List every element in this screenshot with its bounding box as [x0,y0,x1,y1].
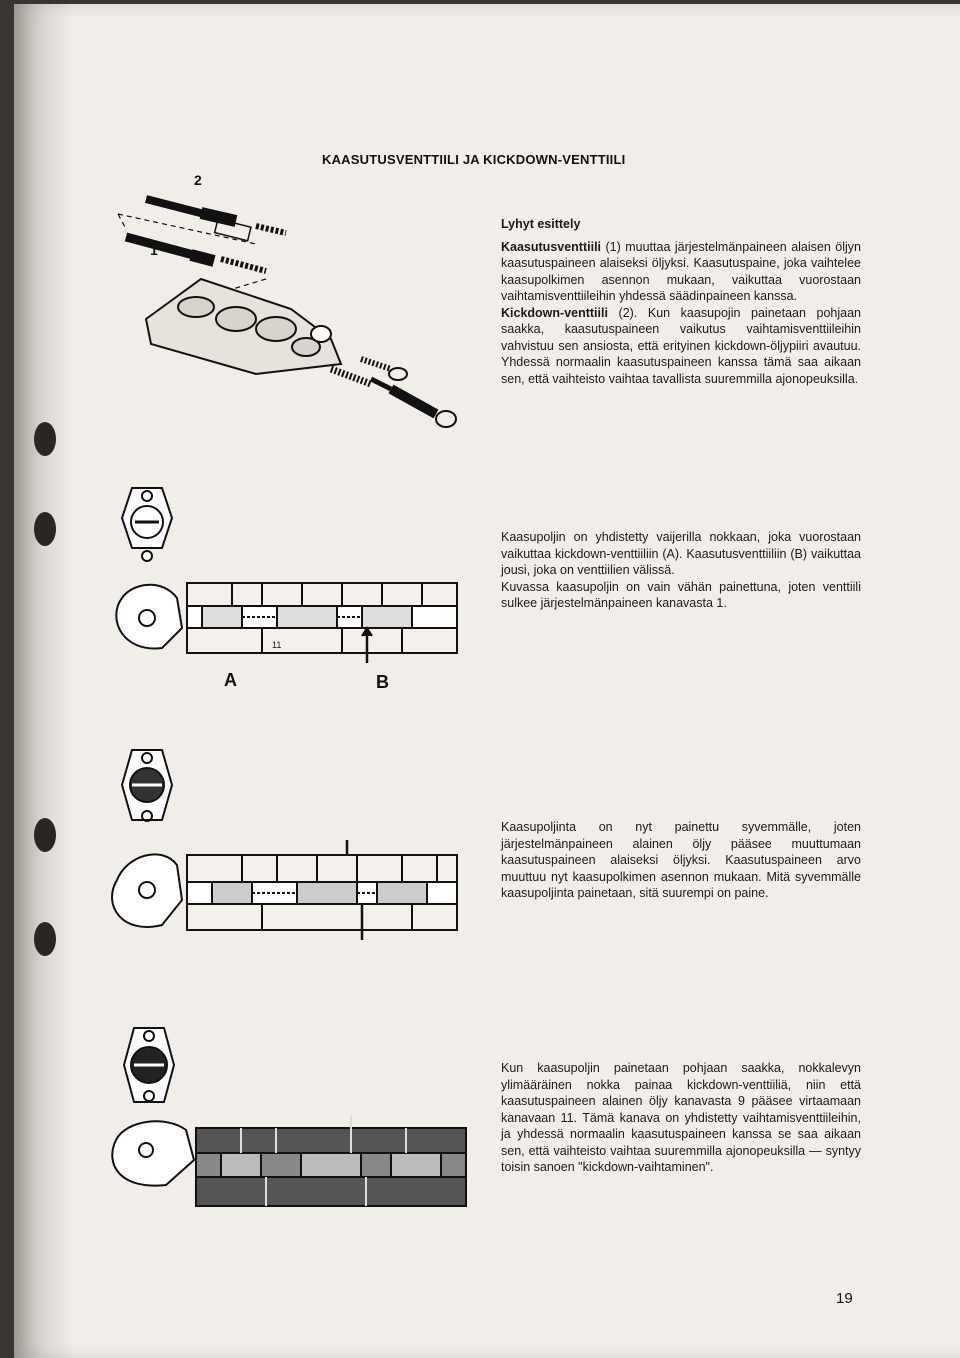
term-kickdown-valve: Kickdown-venttiili [501,305,608,320]
valve-diagram-2 [102,740,462,940]
valve-a-label: A [224,670,237,690]
valve-diagram-3 [106,1020,468,1210]
section-3-paragraph-1: Kaasupoljinta on nyt painettu syvemmälle, joten järjestelmänpaineen alainen öljy pääsee muuttumaan kaasutuspaineen alaiseksi öljyksi. Kaasutuspaineen arvo muuttuu nyt kaasupolkimen asennon mukaan. Mitä syvemmälle kaasupoljinta painetaan, sitä suurempi on paine. [501,820,861,900]
part-label-2: 2 [194,172,202,188]
section-2-text [501,529,861,612]
exploded-valve-figure [106,169,466,439]
section-3-text [501,819,861,902]
intro-paragraph-2: Kickdown-venttiili (2). Kun kaasupojin painetaan pohjaan saakka, kaasutuspaineen vaikutus vaihtamisventtiileihin vahvistuu sen ansiosta, että erityinen kickdown-öljypiiri avautuu. Yhdessä normaalin kaasutuspaineen kanssa tämä saa aikaan sen, että vaihteisto vaihtaa tavallista suuremmilla ajonopeuksilla. [501,305,861,386]
binder-hole [34,922,56,956]
binder-hole [34,512,56,546]
page-number: 19 [836,1290,853,1307]
manual-page [14,4,960,1358]
section-4-paragraph-1: Kun kaasupoljin painetaan pohjaan saakka, nokkalevyn ylimääräinen nokka painaa kickdown-venttiiliä, niin että kaasutuspaineen alainen öljy kanavasta 9 pääsee virtaamaan kanavaan 11. Tämä kanava on yhdistetty vaihtamisventtiileihin, ja yhdessä normaalin kaasutuspaineen kanssa se saa aikaan sen, että vaihteisto vaihtaa suuremmilla ajonopeuksilla — syntyy toisin sanoen "kickdown-vaihtaminen". [501,1061,861,1174]
intro-paragraph-1: Kaasutusventtiili (1) muuttaa järjestelmänpaineen alaisen öljyn kaasutuspaineen alaiseksi öljyksi. Kaasutuspaine, joka vaihtelee kaasupolkimen asennon mukaan, vaikuttaa vuorostaan vaihtamisventtiileihin yhdessä säädinpaineen kanssa. [501,239,861,303]
page-binding-shadow [14,4,74,1358]
page-title: KAASUTUSVENTTIILI JA KICKDOWN-VENTTIILI [322,152,626,167]
section-2-paragraph-1: Kaasupoljin on yhdistetty vaijerilla nokkaan, joka vuorostaan vaikuttaa kickdown-venttiiliin (A). Kaasutusventtiiliin (B) vaikuttaa jousi, joka on venttiilien välissä. [501,530,861,577]
section-2-paragraph-2: Kuvassa kaasupoljin on vain vähän painettuna, joten venttiili sulkee järjestelmänpaineen kanavasta 1. [501,579,861,610]
valve-diagram-1 [102,478,462,668]
intro-section [501,216,861,387]
part-label-1: 1 [150,242,158,258]
term-throttle-valve: Kaasutusventtiili [501,239,602,254]
intro-heading: Lyhyt esittely [501,217,581,231]
section-4-text [501,1060,861,1176]
binder-hole [34,818,56,852]
valve-b-label: B [376,672,389,692]
channel-11-label: 11 [272,640,282,650]
binder-hole [34,422,56,456]
